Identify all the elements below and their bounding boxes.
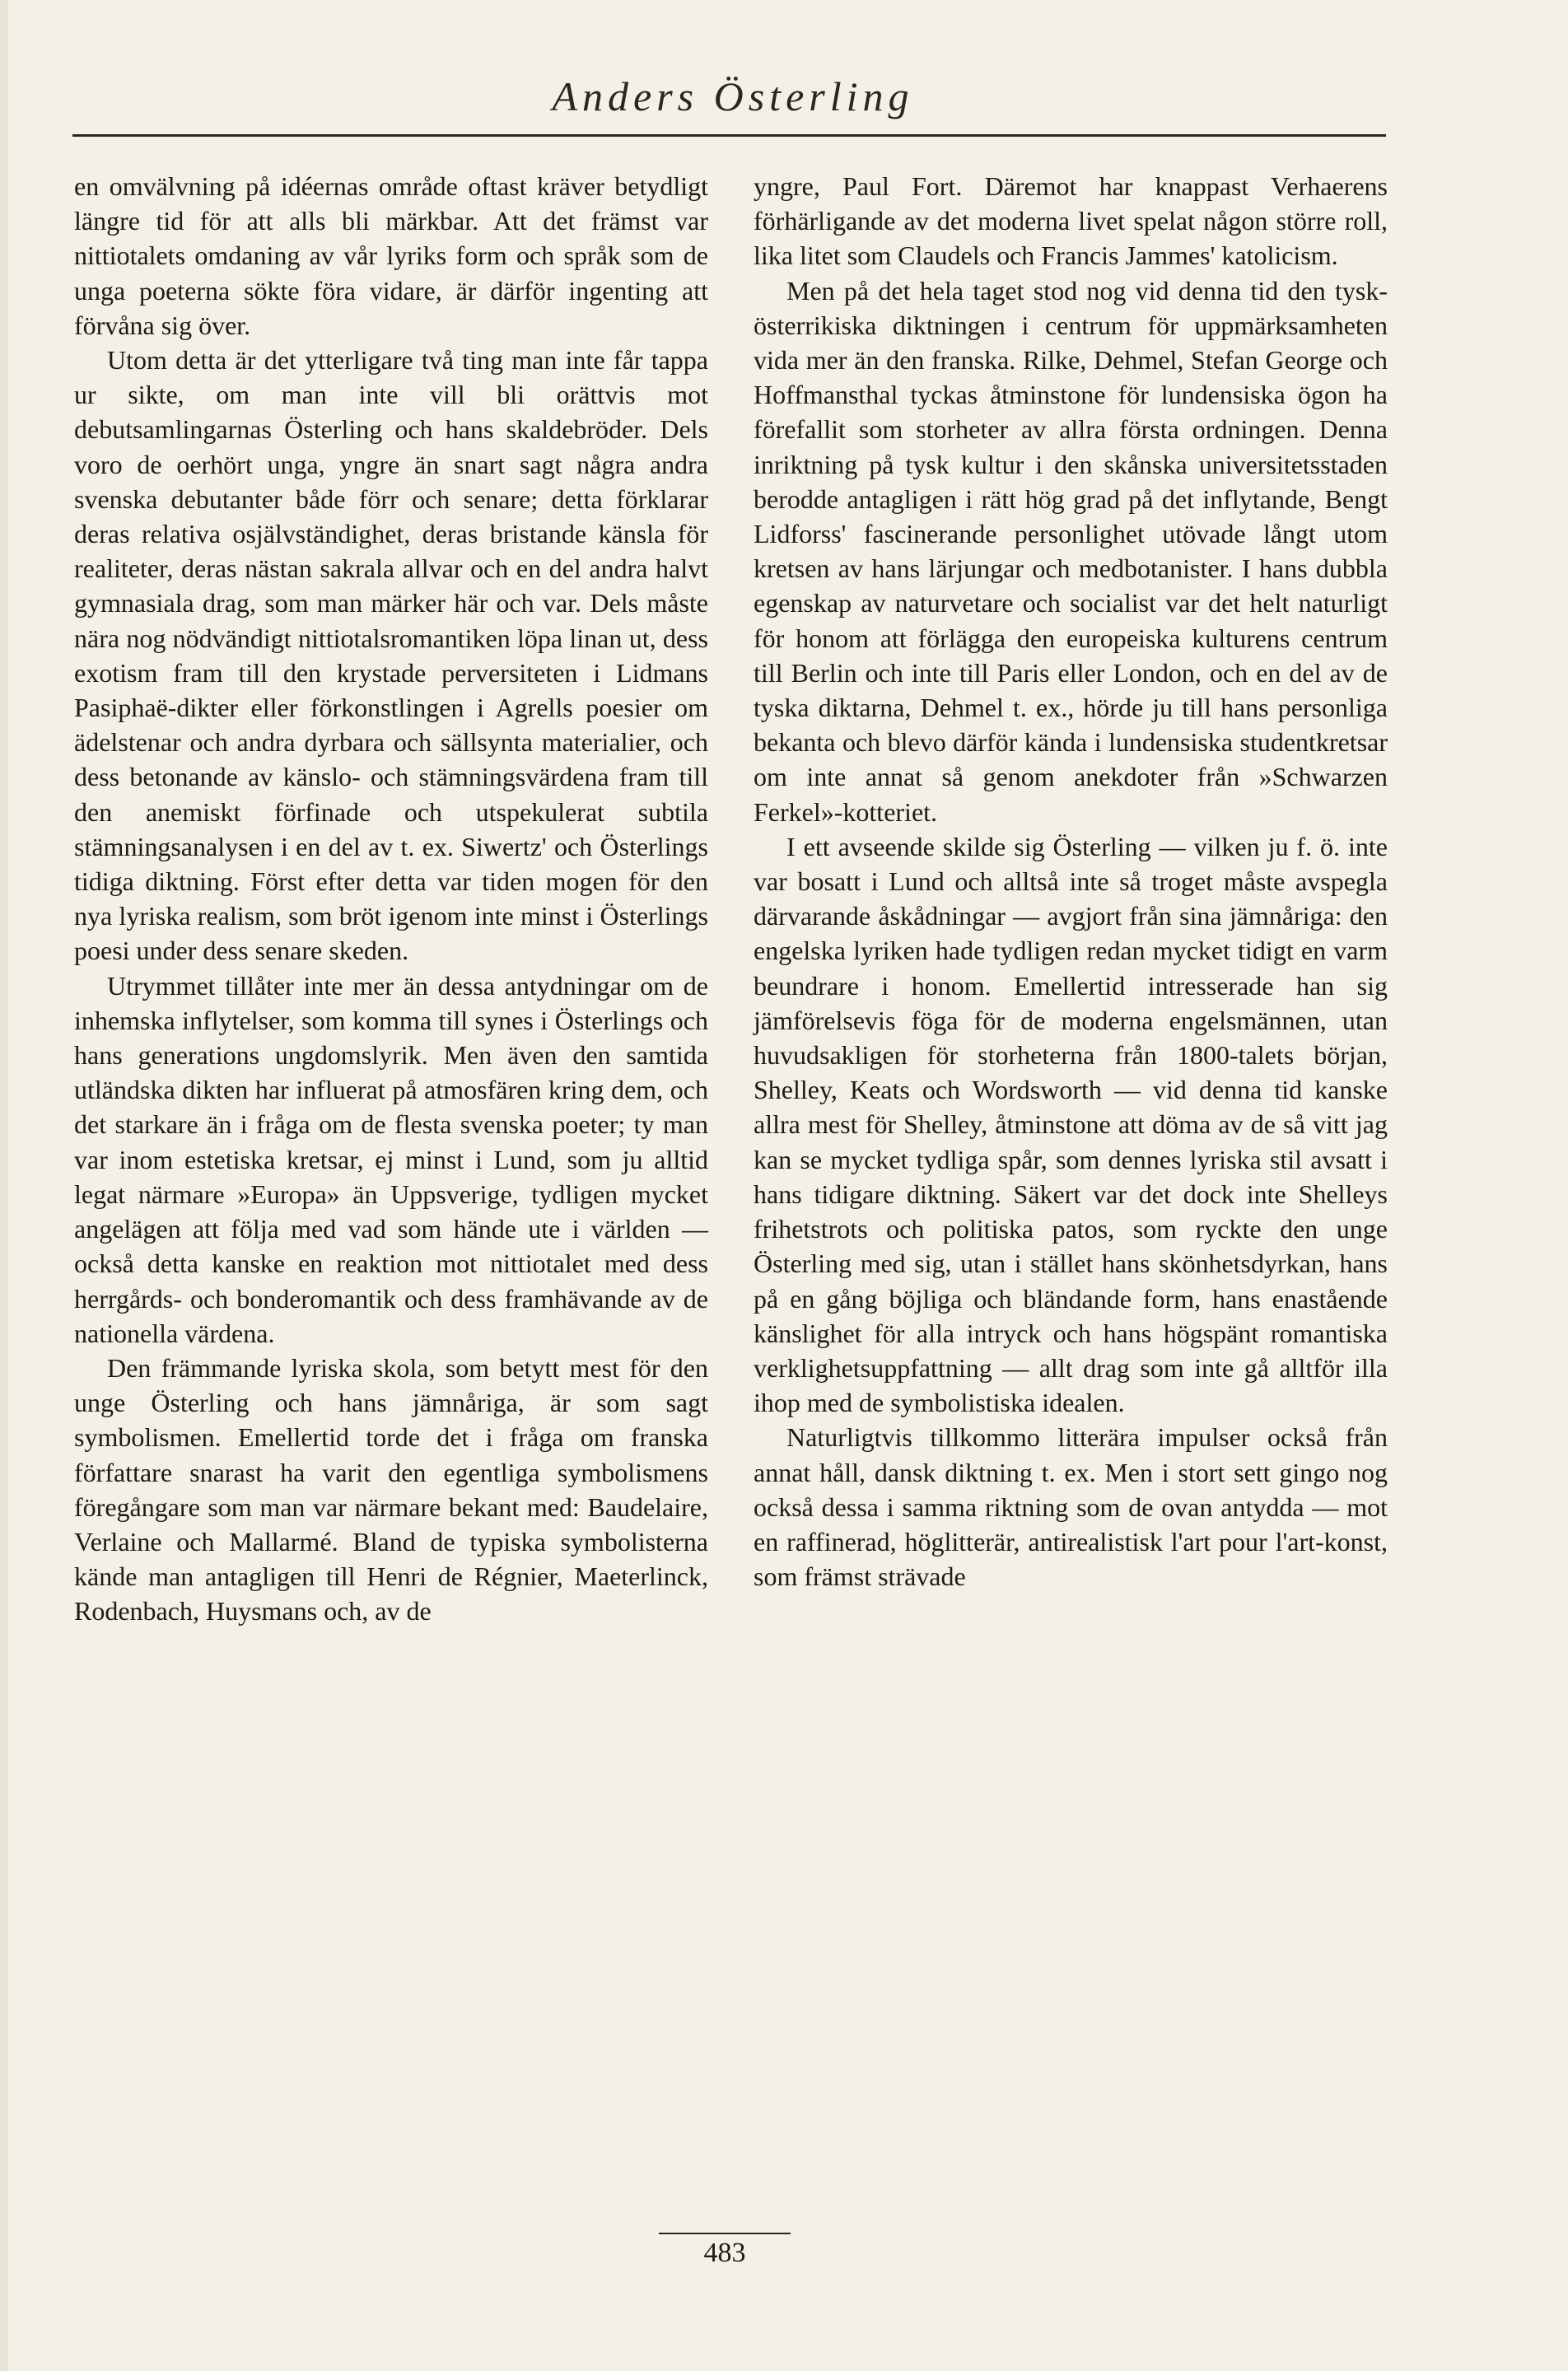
page-number: 483 bbox=[659, 2233, 791, 2269]
paragraph: Men på det hela taget stod nog vid denna tid den tysk-österrikiska diktningen i centrum för uppmärksamheten vida mer än den franska. Rilke, Dehmel, Stefan George och Hoffmansthal tyckas åtminstone för lundensiska ögon ha förefallit som storheter av allra första ordningen. Denna inriktning på tysk kultur i den skånska universitetsstaden berodde antagligen i rätt hög grad på det inflytande, Bengt Lidforss' fascinerande personlighet utövade långt utom kretsen av hans lärjungar och medbotanister. I hans dubbla egenskap av naturvetare och socialist var det helt naturligt för honom att förlägga den europeiska kulturens centrum till Berlin och inte till Paris eller London, och en del av de tyska diktarna, Dehmel t. ex., hörde ju till hans personliga bekanta och blevo därför kända i lundensiska studentkretsar om inte annat så genom anekdoter från »Schwarzen Ferkel»-kotteriet. bbox=[754, 275, 1388, 827]
paragraph: en omvälvning på idéernas område oftast kräver betydligt längre tid för att alls bli märkbar. Att det främst var nittiotalets omdaning av vår lyriks form och språk som de unga poeterna sökte föra vidare, är därför ingenting att förvåna sig över. bbox=[74, 171, 708, 340]
paragraph: Utom detta är det ytterligare två ting man inte får tappa ur sikte, om man inte vill bli orättvis mot debutsamlingarnas Österling och hans skaldebröder. Dels voro de oerhört unga, yngre än snart sagt några andra svenska debutanter både förr och senare; detta förklarar deras relativa osjälvständighet, deras bristande känsla för realiteter, deras nästan sakrala allvar och en del andra halvt gymnasiala drag, som man märker här och var. Dels måste nära nog nödvändigt nittiotalsromantiken löpa linan ut, dess exotism fram till den krystade perversiteten i Lidmans Pasiphaë-dikter eller förkonstlingen i Agrells poesier om ädelstenar och andra dyrbara och sällsynta materialier, och dess betonande av känslo- och stämningsvärdena fram till den anemiskt förfinade och utspekulerat subtila stämningsanalysen i en del av t. ex. Siwertz' och Österlings tidiga diktning. Först efter detta var tiden mogen för den nya lyriska realism, som bröt igenom inte minst i Österlings poesi under dess senare skeden. bbox=[74, 345, 708, 966]
left-column bbox=[74, 169, 708, 1629]
paragraph: Naturligtvis tillkommo litterära impulser också från annat håll, dansk diktning t. ex. Men i stort sett gingo nog också dessa i samma riktning som de ovan antydda — mot en raffinerad, höglitterär, antirealistisk l'art pour l'art-konst, som främst strävade bbox=[754, 1422, 1388, 1592]
paragraph: Utrymmet tillåter inte mer än dessa antydningar om de inhemska inflytelser, som komma till synes i Österlings och hans generations ungdomslyrik. Men även den samtida utländska dikten har influerat på atmosfären kring dem, och det starkare än i fråga om de flesta svenska poeter; ty man var inom estetiska kretsar, ej minst i Lund, som ju alltid legat närmare »Europa» än Uppsverige, tydligen mycket angelägen att följa med vad som hände ute i världen — också detta kanske en reaktion mot nittiotalet med dess herrgårds- och bonderomantik och dess framhävande av de nationella värdena. bbox=[74, 970, 708, 1348]
running-title: Anders Österling bbox=[552, 73, 914, 119]
paragraph: Den främmande lyriska skola, som betytt mest för den unge Österling och hans jämnåriga, är som sagt symbolismen. Emellertid torde det i fråga om franska författare snarast ha varit den egentliga symbolismens föregångare som man var närmare bekant med: Baudelaire, Verlaine och Mallarmé. Bland de typiska symbolisterna kände man antagligen till Henri de Régnier, Maeterlinck, Rodenbach, Huysmans och, av de bbox=[74, 1352, 708, 1627]
paragraph: I ett avseende skilde sig Österling — vilken ju f. ö. inte var bosatt i Lund och alltså inte så troget måste avspegla därvarande åskådningar — avgjort från sina jämnåriga: den engelska lyriken hade tydligen redan mycket tidigt en varm beundrare i honom. Emellertid intresserade han sig jämförelsevis föga för de moderna engelsmännen, utan huvudsakligen för storheterna från 1800-talets början, Shelley, Keats och Wordsworth — vid denna tid kanske allra mest för Shelley, åtminstone att döma av de så vitt jag kan se mycket tydliga spår, som dennes lyriska stil avsatt i hans tidigare diktning. Säkert var det dock inte Shelleys frihetstrots och politiska patos, som ryckte den unge Österling med sig, utan i stället hans skönhetsdyrkan, hans på en gång böjliga och bländande form, hans enastående känslighet för alla intryck och hans högspänt romantiska verklighetsuppfattning — allt drag som inte gå alltför illa ihop med de symbolistiska idealen. bbox=[754, 831, 1388, 1418]
right-column bbox=[754, 169, 1388, 1594]
paragraph: yngre, Paul Fort. Däremot har knappast Verhaerens förhärligande av det moderna livet spelat någon större roll, lika litet som Claudels och Francis Jammes' katolicism. bbox=[754, 171, 1388, 271]
header-rule bbox=[72, 134, 1386, 137]
